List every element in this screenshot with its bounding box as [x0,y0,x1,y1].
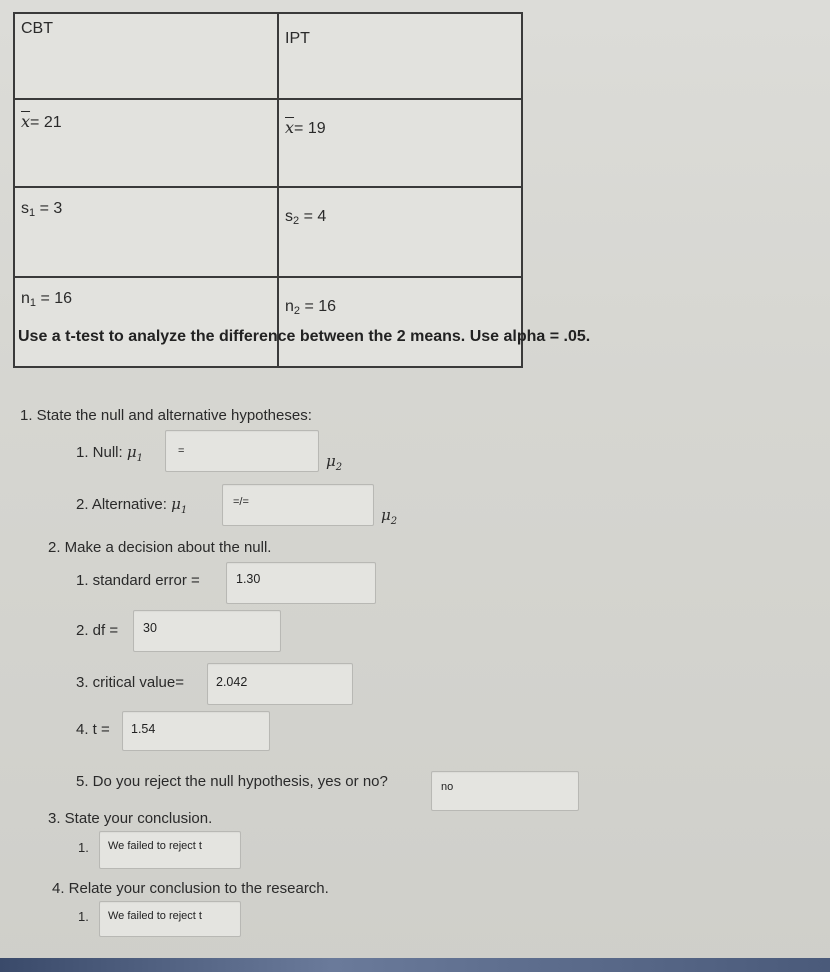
problem-prompt: Use a t-test to analyze the difference between the 2 means. Use alpha = .05. [18,328,591,345]
standard-error-label: 1. standard error = [76,572,200,589]
mu1-symbol [126,443,143,464]
mean-symbol: $\overline{x}$ [285,118,295,137]
n2-value: 16 [318,298,337,315]
reject-value: no [441,781,454,793]
sd-symbol: s [285,208,293,225]
question-3: 3. State your conclusion. [48,810,213,827]
alternative-text: 2. Alternative: [76,496,172,513]
n-subscript: 1 [29,297,37,309]
n-symbol: n [285,298,294,315]
equals-sign: = [36,290,55,307]
mu-subscript: 1 [180,505,188,516]
mu-subscript: 2 [335,462,343,473]
equals-sign: = [35,200,54,217]
df-field[interactable] [133,610,281,652]
equals-sign: = [300,298,319,315]
sd-subscript: 2 [293,215,300,227]
critical-value-label: 3. critical value= [76,674,184,691]
standard-error-value: 1.30 [236,572,261,586]
conclusion-field[interactable] [99,831,241,869]
table-row [14,13,522,99]
null-text: 1. Null: [76,444,127,461]
equals-sign: = [299,208,318,225]
mu-letter: μ [126,443,137,461]
mean-symbol: $\overline{x}$ [21,112,31,131]
group1-label: CBT [21,20,53,37]
mu-letter: μ [381,506,391,524]
mu2-symbol [326,452,342,473]
mu2-symbol [381,506,397,527]
mean1-value: = 21 [30,114,62,131]
question-4: 4. Relate your conclusion to the research. [52,880,329,897]
t-label: 4. t = [76,721,110,738]
bottom-edge [0,958,830,972]
question-2: 2. Make a decision about the null. [48,539,272,556]
group2-label: IPT [285,30,310,47]
mu-letter: μ [171,495,181,513]
research-field[interactable] [99,901,241,937]
t-value: 1.54 [131,722,156,736]
t-field[interactable] [122,711,270,751]
table-cell [278,99,522,187]
reject-question-label: 5. Do you reject the null hypothesis, yes or no? [76,773,388,790]
critical-value-value: 2.042 [216,675,248,689]
table-row [14,99,522,187]
alternative-operator-value: =/= [233,496,249,508]
alternative-operator-field[interactable] [222,484,374,526]
table-cell [278,277,522,367]
df-label: 2. df = [76,622,119,639]
alternative-label [76,495,187,516]
table-cell [14,13,278,99]
sd-symbol: s [21,200,29,217]
mu-subscript: 2 [390,516,398,527]
conclusion-number: 1. [78,840,89,855]
conclusion-value: We failed to reject t [108,840,202,852]
n-symbol: n [21,290,30,307]
question-1: 1. State the null and alternative hypotheses: [20,407,312,424]
table-row [14,187,522,277]
mu1-symbol [171,495,188,516]
research-value: We failed to reject t [108,910,202,922]
stats-table [13,12,523,368]
null-operator-value: = [178,445,185,457]
n-subscript: 2 [293,305,301,317]
sd1-value: 3 [53,200,63,217]
n1-value: 16 [54,290,73,307]
table-row [14,277,522,367]
critical-value-field[interactable] [207,663,353,705]
null-operator-field[interactable] [165,430,319,472]
table-cell [278,13,522,99]
table-cell [14,187,278,277]
mu-subscript: 1 [136,453,143,464]
sd2-value: 4 [317,208,327,225]
df-value: 30 [143,621,157,635]
mu-letter: μ [326,452,336,470]
standard-error-field[interactable] [226,562,376,604]
sd-subscript: 1 [29,207,36,219]
table-cell [14,277,278,367]
table-cell [14,99,278,187]
null-label [76,443,143,464]
mean2-value: = 19 [294,120,326,137]
table-cell [278,187,522,277]
research-number: 1. [78,909,89,924]
reject-field[interactable] [431,771,579,811]
